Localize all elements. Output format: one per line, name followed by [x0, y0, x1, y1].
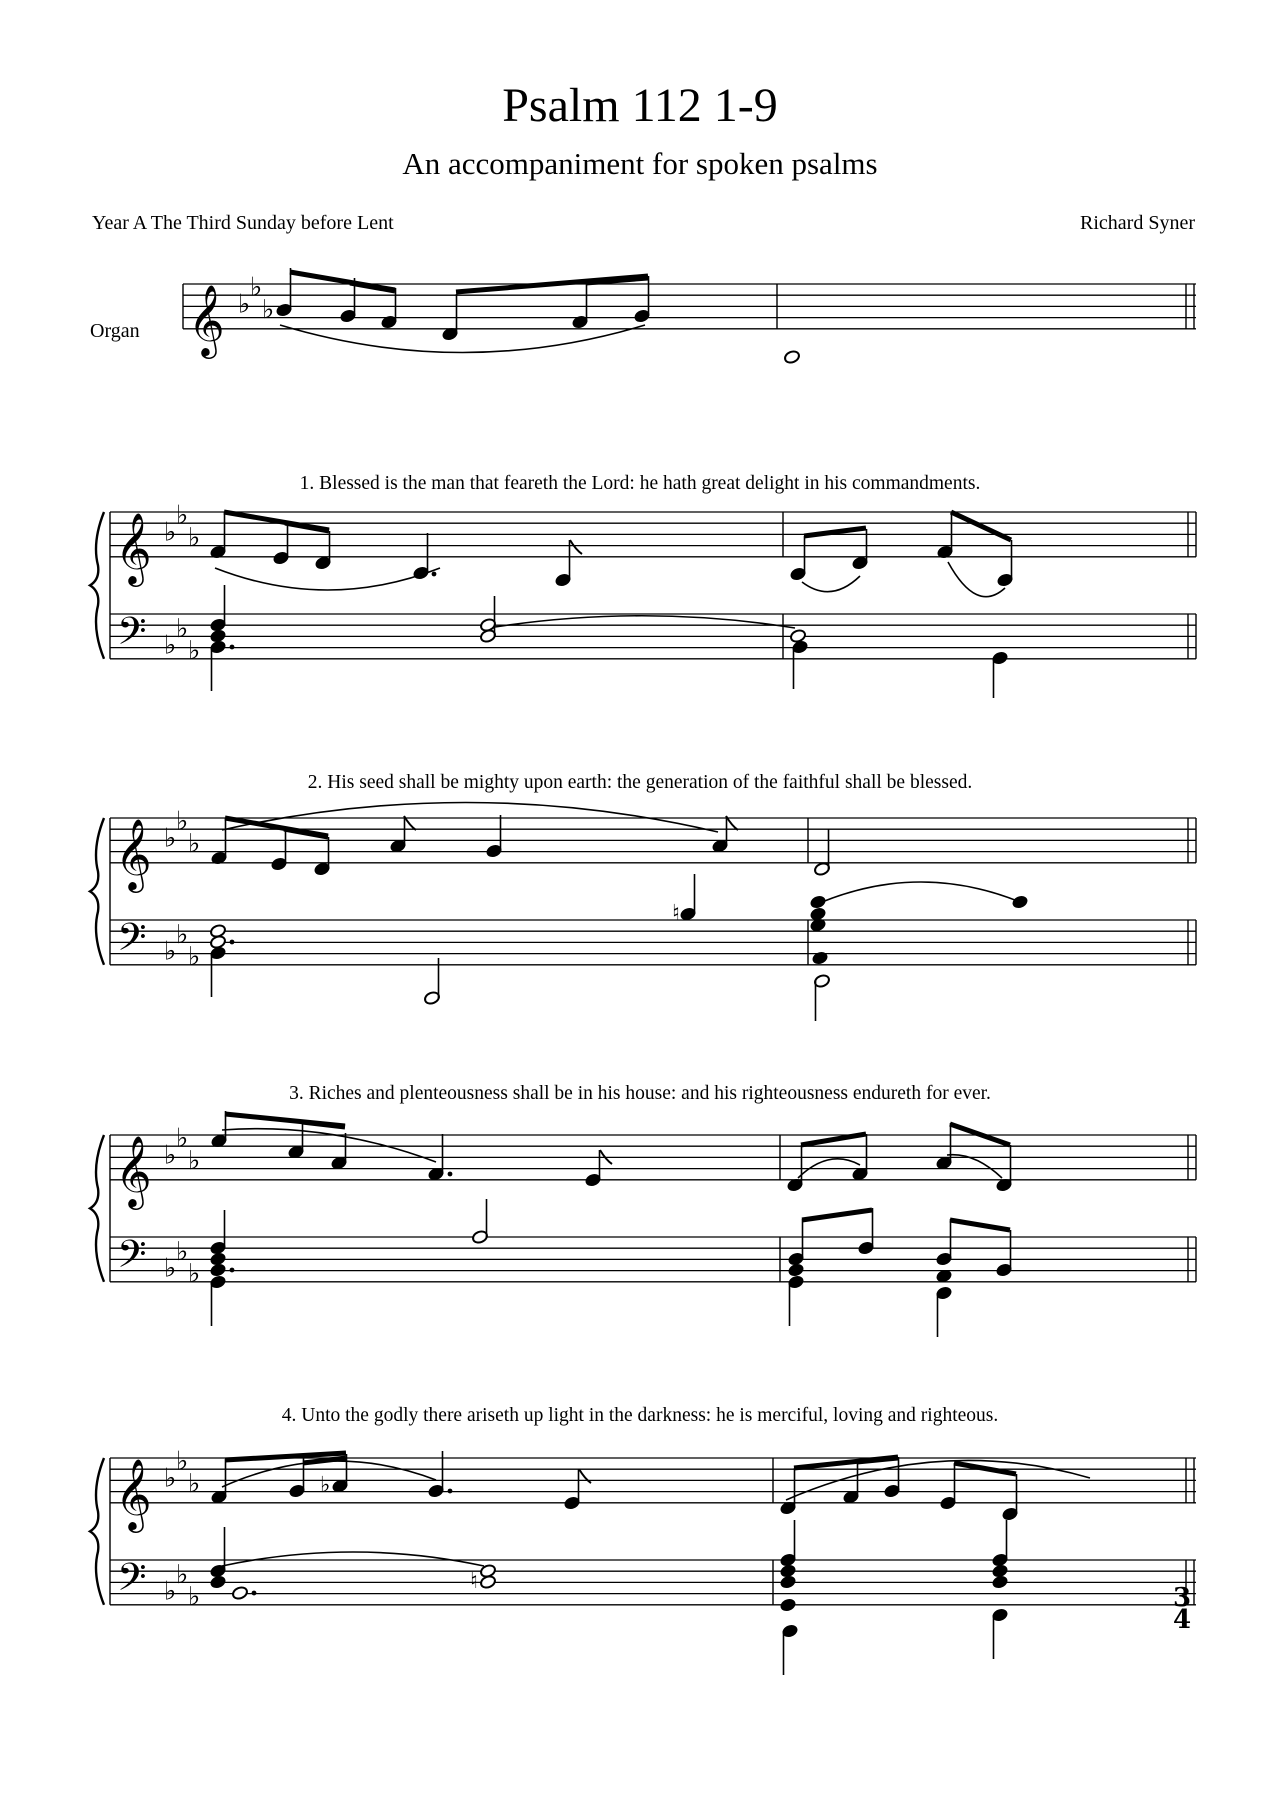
- flat-sign: ♭: [188, 829, 201, 859]
- flat-sign: ♭: [164, 630, 177, 661]
- dot: [230, 940, 235, 945]
- beam: [802, 1210, 872, 1220]
- note-head: [789, 628, 806, 643]
- slur: [802, 576, 860, 592]
- note-head: [811, 950, 828, 965]
- flat-sign: ♭: [176, 806, 189, 837]
- verse-text-3: 3. Riches and plenteousness shall be in his house: and his righteousness endureth for ever.: [289, 1083, 991, 1104]
- bass-clef-icon: 𝄢: [117, 914, 147, 969]
- bass-clef-icon: 𝄢: [117, 1554, 147, 1609]
- dot: [230, 1268, 235, 1273]
- page-subtitle: An accompaniment for spoken psalms: [402, 146, 878, 181]
- flat-sign: ♭: [188, 1146, 201, 1176]
- flat-sign: ♭: [164, 823, 177, 854]
- flat-sign: ♭: [164, 517, 177, 548]
- page-title: Psalm 112 1-9: [502, 79, 778, 132]
- flat-sign: ♭: [176, 1446, 189, 1477]
- note-head: [209, 1574, 226, 1589]
- whole-note: [231, 1585, 248, 1600]
- dot: [448, 1172, 453, 1177]
- flat-sign: ♭: [188, 636, 201, 667]
- time-signature-bottom: 4: [1172, 1605, 1192, 1635]
- dot: [432, 572, 437, 577]
- treble-clef-icon: 𝄞: [115, 816, 152, 890]
- flat-sign: ♭: [188, 523, 201, 553]
- flat-sign: ♭: [262, 295, 275, 325]
- flat-sign: ♭: [164, 1253, 177, 1284]
- flat-sign: ♭: [188, 1259, 201, 1290]
- verse-text-1: 1. Blessed is the man that feareth the Lord: he hath great delight in his commandments.: [299, 473, 981, 494]
- flat-sign: ♭: [176, 500, 189, 531]
- time-signature-3-4: 3: [1172, 1583, 1192, 1613]
- note-head: [209, 1262, 226, 1277]
- treble-clef-icon: 𝄞: [115, 1456, 152, 1530]
- flat-sign: ♭: [164, 1140, 177, 1171]
- flat-sign: ♭: [250, 272, 263, 303]
- bass-clef-icon: 𝄢: [117, 1231, 147, 1286]
- music-marks: [90, 268, 1196, 1675]
- beam: [302, 1122, 345, 1127]
- occasion-label: Year A The Third Sunday before Lent: [92, 212, 394, 234]
- slur: [222, 802, 718, 832]
- dot: [252, 1591, 257, 1596]
- note-head: [1011, 894, 1028, 909]
- note-head: [779, 1574, 796, 1589]
- flat-sign: ♭: [176, 1123, 189, 1154]
- dot: [230, 645, 235, 650]
- bass-clef-icon: 𝄢: [117, 608, 147, 663]
- flat-sign: ♭: [176, 613, 189, 644]
- composer-name: Richard Syner: [1080, 212, 1195, 234]
- system-brace: [90, 1458, 104, 1605]
- natural-sign: ♮: [672, 901, 680, 926]
- system-brace: [90, 512, 104, 659]
- flat-sign: ♭: [164, 936, 177, 967]
- beam: [954, 1463, 1016, 1474]
- instrument-label: Organ: [90, 320, 140, 342]
- beam: [950, 1220, 1010, 1230]
- slur: [947, 1155, 1002, 1178]
- flat-sign: ♭: [320, 1473, 331, 1498]
- flat-sign: ♭: [188, 942, 201, 973]
- note-head: [991, 1574, 1008, 1589]
- treble-clef-icon: 𝄞: [188, 282, 225, 356]
- verse-text-4: 4. Unto the godly there ariseth up light in the darkness: he is merciful, loving and righteous.: [281, 1405, 999, 1426]
- beam: [951, 512, 1011, 540]
- system-brace: [90, 818, 104, 965]
- slur: [222, 1552, 484, 1566]
- flat-sign: ♭: [188, 1582, 201, 1613]
- system-brace: [90, 1135, 104, 1282]
- flag: [570, 540, 582, 554]
- note-head: [787, 1262, 804, 1277]
- staff-lines: [110, 284, 1196, 1605]
- treble-clef-icon: 𝄞: [115, 1133, 152, 1207]
- flat-sign: ♭: [188, 1469, 201, 1499]
- treble-clef-icon: 𝄞: [115, 510, 152, 584]
- verse-text-2: 2. His seed shall be mighty upon earth: the generation of the faithful shall be blessed.: [307, 772, 973, 793]
- tie: [495, 616, 795, 628]
- flat-sign: ♭: [176, 919, 189, 950]
- natural-sign: ♮: [470, 1569, 478, 1594]
- flat-sign: ♭: [164, 1576, 177, 1607]
- flat-sign: ♭: [238, 289, 251, 320]
- tie: [822, 882, 1020, 902]
- flat-sign: ♭: [176, 1559, 189, 1590]
- slur: [948, 562, 1005, 597]
- dot: [448, 1489, 453, 1494]
- half-note: [783, 349, 800, 364]
- flat-sign: ♭: [164, 1463, 177, 1494]
- slur: [215, 568, 440, 590]
- note-head: [779, 1597, 796, 1612]
- flat-sign: ♭: [176, 1236, 189, 1267]
